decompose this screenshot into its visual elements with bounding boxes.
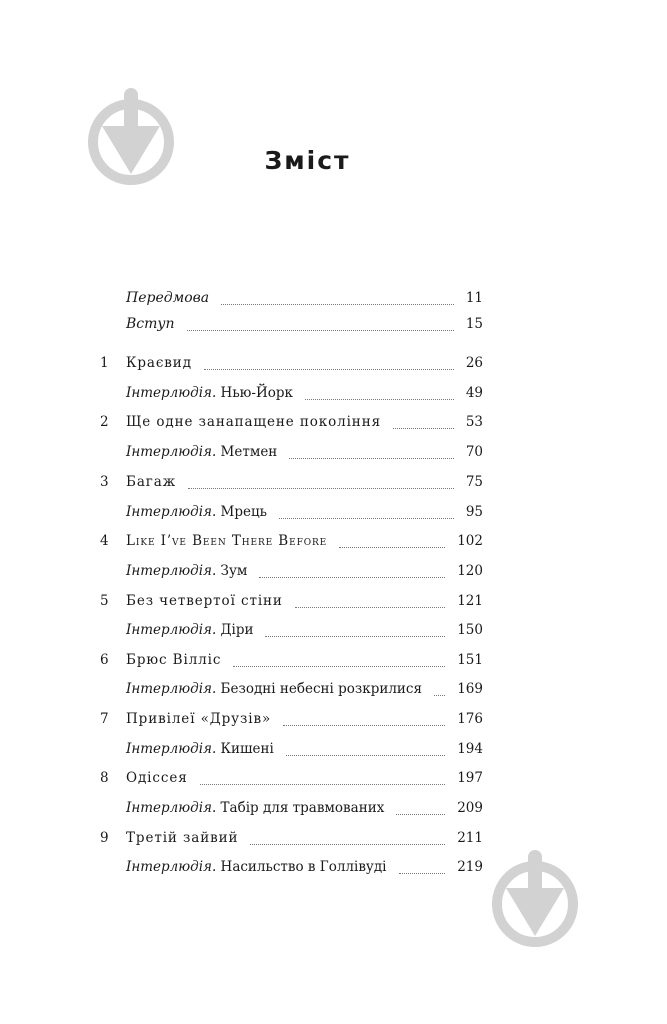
dot-leader [339, 547, 445, 548]
interlude-title: Кишені [216, 741, 274, 757]
dot-leader [289, 458, 454, 459]
page-title: Зміст [264, 146, 351, 175]
interlude-title: Діри [216, 622, 254, 638]
toc-entry[interactable] [100, 741, 483, 763]
toc-entry[interactable] [100, 444, 483, 466]
page-number: 197 [457, 770, 483, 786]
entry-title: Вступ [126, 316, 175, 332]
interlude-prefix: Інтерлюдія. [126, 385, 217, 401]
chapter-number: 7 [100, 711, 109, 727]
page-number: 120 [457, 563, 483, 579]
interlude-prefix: Інтерлюдія. [126, 741, 217, 757]
toc-entry[interactable] [100, 355, 483, 377]
entry-title: Одіссея [126, 770, 188, 786]
dot-leader [305, 399, 454, 400]
page-number: 26 [465, 355, 483, 371]
entry-title: Передмова [126, 290, 210, 306]
toc-entry[interactable] [100, 681, 483, 703]
toc-entry[interactable] [100, 593, 483, 615]
chapter-number: 9 [100, 830, 109, 846]
chapter-number: 2 [100, 414, 109, 430]
entry-title: Брюс Вілліс [126, 652, 222, 668]
chapter-number: 4 [100, 533, 109, 549]
toc-entry[interactable] [100, 533, 483, 555]
chapter-number: 3 [100, 474, 109, 490]
page-number: 219 [457, 859, 483, 875]
toc-entry[interactable] [100, 504, 483, 526]
entry-title: Краєвид [126, 355, 192, 371]
dot-leader [434, 695, 445, 696]
page-number: 102 [457, 533, 483, 549]
entry-title [126, 563, 247, 579]
dot-leader [393, 428, 454, 429]
dot-leader [295, 607, 445, 608]
toc-entry[interactable] [100, 711, 483, 733]
dot-leader [250, 844, 445, 845]
dot-leader [204, 369, 454, 370]
toc-entry[interactable] [100, 800, 483, 822]
dot-leader [233, 666, 445, 667]
toc-entry[interactable] [100, 290, 483, 312]
interlude-title: Табір для травмованих [216, 800, 385, 816]
page-number: 150 [457, 622, 483, 638]
page-number: 75 [465, 474, 483, 490]
interlude-title: Мрець [216, 504, 268, 520]
interlude-title: Насильство в Голлівуді [216, 859, 387, 875]
toc-entry[interactable] [100, 622, 483, 644]
interlude-prefix: Інтерлюдія. [126, 504, 217, 520]
interlude-title: Зум [216, 563, 248, 579]
toc-entry[interactable] [100, 652, 483, 674]
interlude-prefix: Інтерлюдія. [126, 563, 217, 579]
toc-entry[interactable] [100, 859, 483, 881]
entry-title [126, 444, 277, 460]
interlude-prefix: Інтерлюдія. [126, 622, 217, 638]
page-number: 176 [457, 711, 483, 727]
entry-title [126, 859, 387, 875]
entry-title [126, 800, 384, 816]
page-number: 11 [465, 290, 483, 306]
interlude-title: Нью-Йорк [216, 385, 293, 401]
page-number: 95 [465, 504, 483, 520]
dot-leader [279, 518, 454, 519]
entry-title: Третій зайвий [126, 830, 239, 846]
interlude-prefix: Інтерлюдія. [126, 859, 217, 875]
page-number: 169 [457, 681, 483, 697]
interlude-title: Безодні небесні розкрилися [216, 681, 422, 697]
chapter-number: 6 [100, 652, 109, 668]
page-number: 70 [465, 444, 483, 460]
entry-title [126, 741, 274, 757]
dot-leader [396, 814, 445, 815]
page-number: 53 [465, 414, 483, 430]
dot-leader [399, 873, 446, 874]
page-number: 151 [457, 652, 483, 668]
dot-leader [188, 488, 454, 489]
dot-leader [221, 304, 454, 305]
chapter-number: 5 [100, 593, 109, 609]
toc-entry[interactable] [100, 830, 483, 852]
page-number: 49 [465, 385, 483, 401]
toc-entry[interactable] [100, 563, 483, 585]
interlude-prefix: Інтерлюдія. [126, 444, 217, 460]
dot-leader [259, 577, 445, 578]
dot-leader [265, 636, 445, 637]
entry-title [126, 681, 422, 697]
chapter-number: 8 [100, 770, 109, 786]
toc-entry[interactable] [100, 385, 483, 407]
chapter-number: 1 [100, 355, 109, 371]
interlude-title: Метмен [216, 444, 278, 460]
entry-title [126, 385, 293, 401]
toc-entry[interactable] [100, 474, 483, 496]
entry-title [126, 622, 253, 638]
dot-leader [286, 755, 445, 756]
page-number: 194 [457, 741, 483, 757]
dot-leader [200, 784, 446, 785]
page-number: 211 [457, 830, 483, 846]
page-number: 121 [457, 593, 483, 609]
toc-entry[interactable] [100, 770, 483, 792]
dot-leader [283, 725, 445, 726]
entry-title: Без четвертої стіни [126, 593, 283, 609]
entry-title: Привілеї «Друзів» [126, 711, 272, 727]
page-number: 15 [465, 316, 483, 332]
toc-entry[interactable] [100, 316, 483, 338]
entry-title: Like I’ve Been There Before [126, 533, 328, 549]
interlude-prefix: Інтерлюдія. [126, 800, 217, 816]
entry-title: Багаж [126, 474, 177, 490]
water-drop-logo-icon [490, 848, 580, 952]
entry-title [126, 504, 267, 520]
page-number: 209 [457, 800, 483, 816]
interlude-prefix: Інтерлюдія. [126, 681, 217, 697]
dot-leader [187, 330, 454, 331]
entry-title: Ще одне занапащене покоління [126, 414, 382, 430]
toc-entry[interactable] [100, 414, 483, 436]
